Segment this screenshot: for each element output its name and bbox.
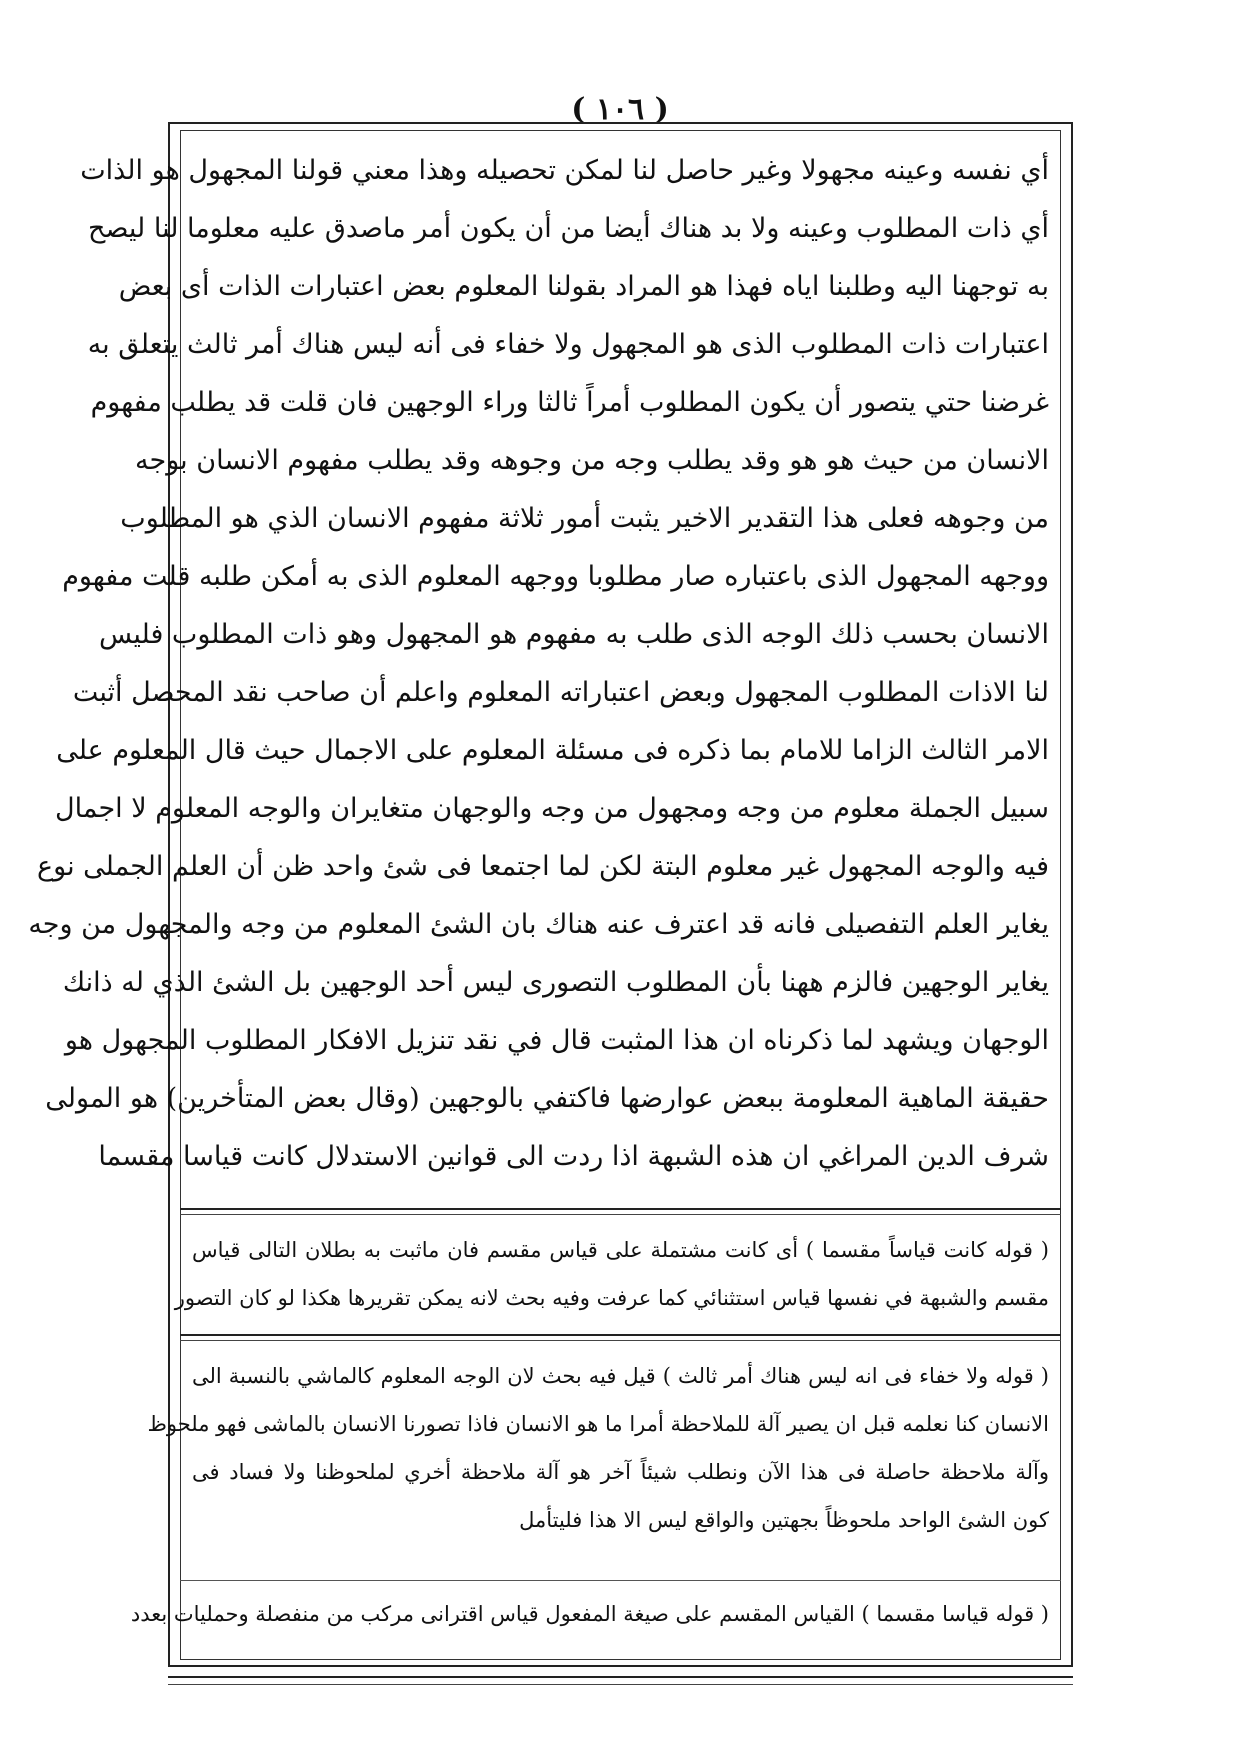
main-text-line: الانسان بحسب ذلك الوجه الذى طلب به مفهوم هو المجهول وهو ذات المطلوب فليس [98, 619, 1049, 650]
margin-note [147, 1352, 1049, 1544]
main-text-line: الوجهان ويشهد لما ذكرناه ان هذا المثبت قال في نقد تنزيل الافكار المطلوب المجهول هو [64, 1025, 1049, 1056]
note-line: ( قوله كانت قياساً مقسما ) أى كانت مشتملة على قياس مقسم فان ماثبت به بطلان التالى قياس [192, 1238, 1049, 1262]
bottom-rule-thin [168, 1684, 1073, 1685]
note-line: الانسان كنا نعلمه قبل ان يصير آلة للملاحظة أمرا ما هو الانسان فاذا تصورنا الانسان بالماشى فهو ملحوظ [147, 1412, 1049, 1436]
main-text-line: شرف الدين المراغي ان هذه الشبهة اذا ردت الى قوانين الاستدلال كانت قياسا مقسما [98, 1141, 1049, 1172]
margin-note [174, 1226, 1049, 1322]
main-text-line: غرضنا حتي يتصور أن يكون المطلوب أمراً ثالثا وراء الوجهين فان قلت قد يطلب مفهوم [90, 387, 1049, 418]
note-line: كون الشئ الواحد ملحوظاً بجهتين والواقع ليس الا هذا فليتأمل [519, 1508, 1049, 1532]
note-line: مقسم والشبهة في نفسها قياس استثنائي كما عرفت وفيه بحث لانه يمكن تقريرها هكذا لو كان التصور [174, 1286, 1049, 1310]
main-text-body [28, 142, 1049, 1186]
main-text-line: سبيل الجملة معلوم من وجه ومجهول من وجه والوجهان متغايران والوجه المعلوم لا اجمال [55, 793, 1049, 824]
main-text-line: يغاير العلم التفصيلى فانه قد اعترف عنه هناك بان الشئ المعلوم من وجه والمجهول من وجه [28, 909, 1049, 940]
main-text-line: ووجهه المجهول الذى باعتباره صار مطلوبا ووجهه المعلوم الذى به أمكن طلبه قلت مفهوم [62, 561, 1049, 592]
main-text-line: أي ذات المطلوب وعينه ولا بد هناك أيضا من أن يكون أمر ماصدق عليه معلوما لنا ليصح [88, 213, 1049, 244]
main-text-line: حقيقة الماهية المعلومة ببعض عوارضها فاكتفي بالوجهين (وقال بعض المتأخرين) هو المولى [45, 1083, 1049, 1114]
note-line: ( قوله ولا خفاء فى انه ليس هناك أمر ثالث ) قيل فيه بحث لان الوجه المعلوم كالماشي بالنسبة الى [192, 1364, 1049, 1388]
section-divider-thin [180, 1340, 1061, 1341]
note-line: ( قوله قياسا مقسما ) القياس المقسم على صيغة المفعول قياس اقترانى مركب من منفصلة وحمليات بعدد [130, 1602, 1049, 1626]
main-text-line: فيه والوجه المجهول غير معلوم البتة لكن لما اجتمعا فى شئ واحد ظن أن العلم الجملى نوع [37, 851, 1049, 882]
main-text-line: يغاير الوجهين فالزم ههنا بأن المطلوب التصورى ليس أحد الوجهين بل الشئ الذي له ذانك [62, 967, 1049, 998]
main-text-line: به توجهنا اليه وطلبنا اياه فهذا هو المراد بقولنا المعلوم بعض اعتبارات الذات أى بعض [118, 271, 1049, 302]
main-text-line: من وجوهه فعلى هذا التقدير الاخير يثبت أمور ثلاثة مفهوم الانسان الذي هو المطلوب [120, 503, 1049, 534]
bottom-rule [168, 1676, 1073, 1678]
main-text-line: الانسان من حيث هو هو وقد يطلب وجه من وجوهه وقد يطلب مفهوم الانسان بوجه [135, 445, 1049, 476]
note-line: وآلة ملاحظة حاصلة فى هذا الآن ونطلب شيئاً آخر هو آلة ملاحظة أخري لملحوظنا ولا فساد فى [192, 1460, 1049, 1484]
section-divider [180, 1208, 1061, 1210]
main-text-line: اعتبارات ذات المطلوب الذى هو المجهول ولا خفاء فى أنه ليس هناك أمر ثالث يتعلق به [87, 329, 1049, 360]
section-divider-thin [180, 1214, 1061, 1215]
page-number: ( ١٠٦ ) [571, 92, 669, 127]
main-text-line: لنا الاذات المطلوب المجهول وبعض اعتباراته المعلوم واعلم أن صاحب نقد المحصل أثبت [72, 677, 1049, 708]
main-text-line: الامر الثالث الزاما للامام بما ذكره فى مسئلة المعلوم على الاجمال حيث قال المعلوم على [56, 735, 1049, 766]
margin-note [130, 1590, 1049, 1638]
section-divider [180, 1334, 1061, 1336]
main-text-line: أي نفسه وعينه مجهولا وغير حاصل لنا لمكن تحصيله وهذا معني قولنا المجهول هو الذات [80, 155, 1049, 186]
section-divider [180, 1580, 1061, 1581]
